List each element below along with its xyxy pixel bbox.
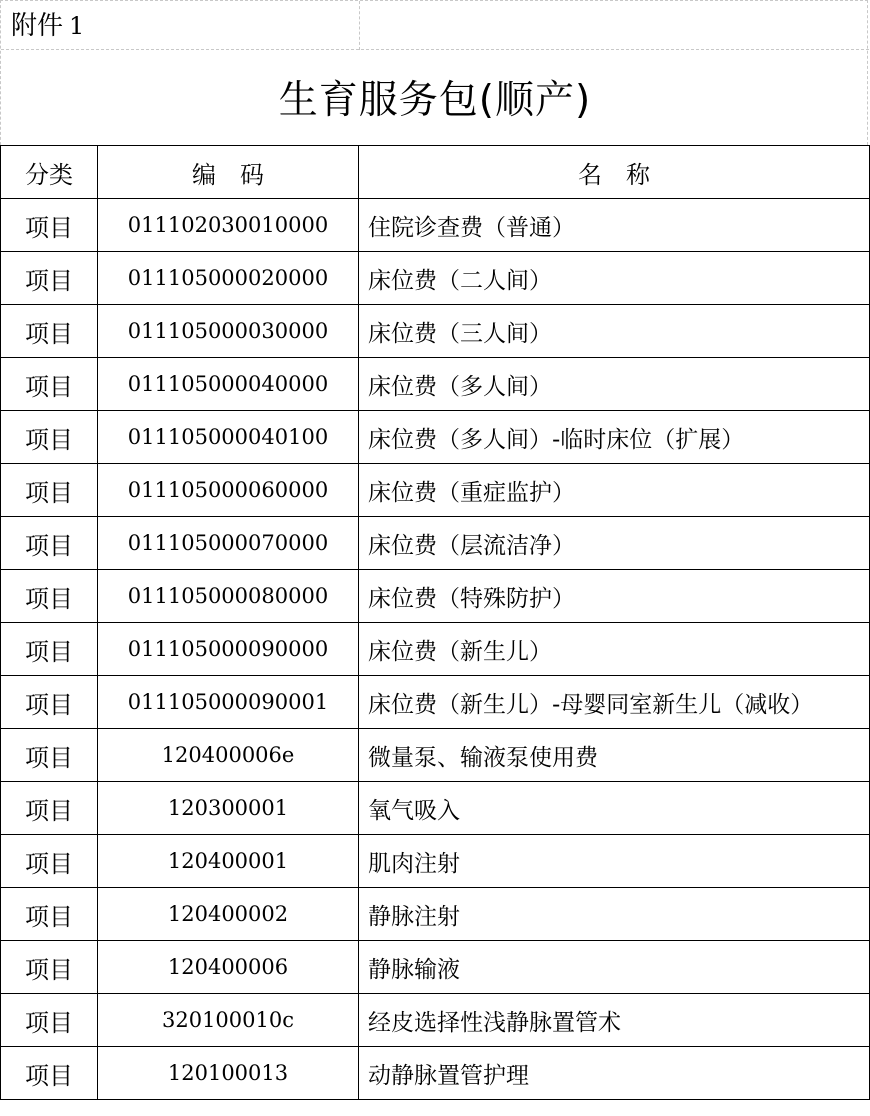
table-row xyxy=(1,941,870,994)
table-row xyxy=(1,570,870,623)
cell-category: 项目 xyxy=(1,464,98,517)
table-row xyxy=(1,464,870,517)
table-row xyxy=(1,782,870,835)
cell-category: 项目 xyxy=(1,888,98,941)
table-row xyxy=(1,517,870,570)
service-package-table xyxy=(0,145,870,1100)
cell-code: 120300001 xyxy=(98,782,359,835)
header-name: 名 称 xyxy=(359,146,870,199)
cell-name: 肌肉注射 xyxy=(359,835,870,888)
cell-name: 静脉注射 xyxy=(359,888,870,941)
cell-code: 120100013 xyxy=(98,1047,359,1100)
annex-number: 1 xyxy=(69,12,85,40)
cell-category: 项目 xyxy=(1,517,98,570)
cell-category: 项目 xyxy=(1,941,98,994)
cell-category: 项目 xyxy=(1,358,98,411)
cell-code: 011105000040100 xyxy=(98,411,359,464)
table-header-row xyxy=(1,146,870,199)
cell-code: 011105000090000 xyxy=(98,623,359,676)
table-row xyxy=(1,305,870,358)
cell-category: 项目 xyxy=(1,570,98,623)
cell-category: 项目 xyxy=(1,252,98,305)
cell-name: 床位费（新生儿）-母婴同室新生儿（减收） xyxy=(359,676,870,729)
cell-name: 床位费（三人间） xyxy=(359,305,870,358)
cell-code: 011105000060000 xyxy=(98,464,359,517)
cell-code: 011105000080000 xyxy=(98,570,359,623)
annex-text: 附件 xyxy=(11,11,64,41)
cell-category: 项目 xyxy=(1,623,98,676)
cell-name: 床位费（新生儿） xyxy=(359,623,870,676)
cell-name: 氧气吸入 xyxy=(359,782,870,835)
table-row xyxy=(1,252,870,305)
cell-name: 微量泵、输液泵使用费 xyxy=(359,729,870,782)
cell-code: 011105000030000 xyxy=(98,305,359,358)
cell-category: 项目 xyxy=(1,199,98,252)
cell-name: 经皮选择性浅静脉置管术 xyxy=(359,994,870,1047)
cell-code: 011105000020000 xyxy=(98,252,359,305)
annex-row xyxy=(1,1,869,50)
cell-name: 静脉输液 xyxy=(359,941,870,994)
annex-divider xyxy=(359,1,360,50)
header-block xyxy=(0,0,868,145)
cell-code: 011102030010000 xyxy=(98,199,359,252)
cell-category: 项目 xyxy=(1,835,98,888)
table-row xyxy=(1,1047,870,1100)
cell-code: 120400001 xyxy=(98,835,359,888)
cell-code: 120400002 xyxy=(98,888,359,941)
header-code: 编 码 xyxy=(98,146,359,199)
table-row xyxy=(1,835,870,888)
header-category: 分类 xyxy=(1,146,98,199)
cell-code: 011105000090001 xyxy=(98,676,359,729)
cell-category: 项目 xyxy=(1,305,98,358)
cell-name: 动静脉置管护理 xyxy=(359,1047,870,1100)
cell-name: 床位费（多人间） xyxy=(359,358,870,411)
cell-category: 项目 xyxy=(1,411,98,464)
cell-category: 项目 xyxy=(1,994,98,1047)
cell-code: 120400006 xyxy=(98,941,359,994)
cell-category: 项目 xyxy=(1,676,98,729)
table-row xyxy=(1,994,870,1047)
table-row xyxy=(1,729,870,782)
table-row xyxy=(1,623,870,676)
cell-code: 011105000040000 xyxy=(98,358,359,411)
table-row xyxy=(1,358,870,411)
table-body xyxy=(1,199,870,1100)
cell-name: 床位费（二人间） xyxy=(359,252,870,305)
table-row xyxy=(1,888,870,941)
cell-code: 120400006e xyxy=(98,729,359,782)
cell-code: 320100010c xyxy=(98,994,359,1047)
cell-name: 床位费（层流洁净） xyxy=(359,517,870,570)
cell-name: 床位费（特殊防护） xyxy=(359,570,870,623)
table-row xyxy=(1,676,870,729)
document-title: 生育服务包(顺产) xyxy=(278,78,592,123)
annex-label xyxy=(11,11,84,41)
table-row xyxy=(1,199,870,252)
table-row xyxy=(1,411,870,464)
cell-code: 011105000070000 xyxy=(98,517,359,570)
cell-category: 项目 xyxy=(1,782,98,835)
cell-name: 住院诊查费（普通） xyxy=(359,199,870,252)
cell-category: 项目 xyxy=(1,1047,98,1100)
cell-name: 床位费（多人间）-临时床位（扩展） xyxy=(359,411,870,464)
cell-name: 床位费（重症监护） xyxy=(359,464,870,517)
cell-category: 项目 xyxy=(1,729,98,782)
